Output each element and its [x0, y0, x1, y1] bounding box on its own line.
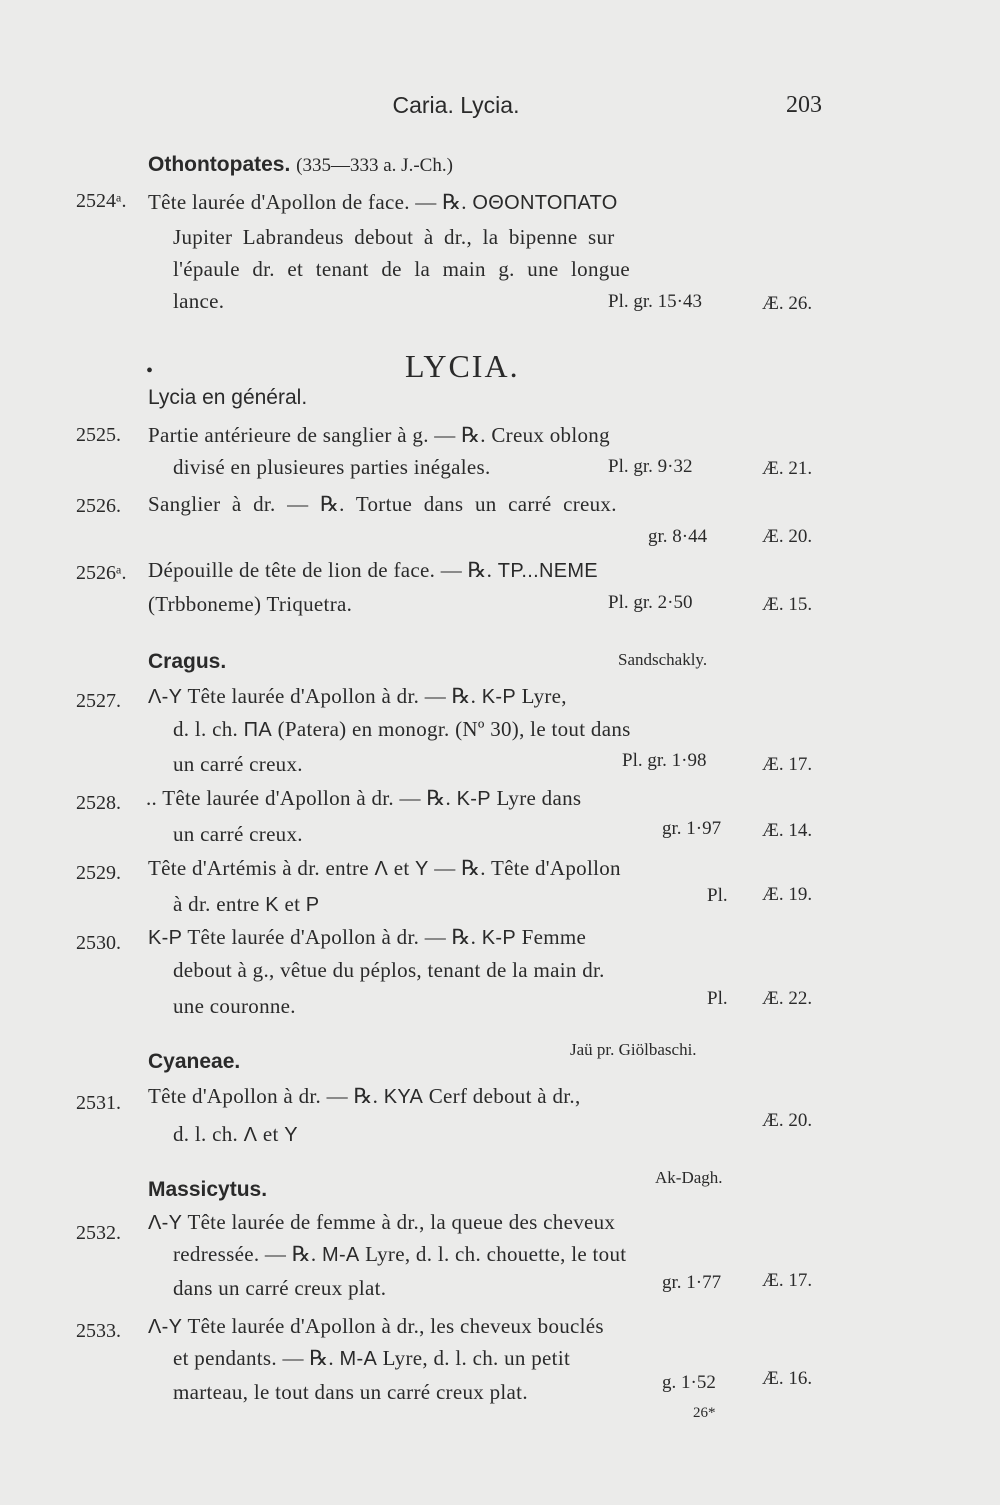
greek-legend: Λ	[243, 1124, 258, 1146]
section-heading-lycia-general: Lycia en général.	[148, 386, 308, 409]
entry-line: Sanglier à dr. — ℞. Tortue dans un carré creux.	[148, 492, 617, 516]
metal-size: Æ. 20.	[762, 1110, 813, 1131]
entry-line: à dr. entre K et P	[173, 892, 320, 916]
weight-value: gr. 1·77	[662, 1272, 722, 1293]
entry-line: divisé en plusieures parties inégales.	[173, 455, 491, 479]
weight-value: Pl. gr. 1·98	[622, 750, 707, 771]
entry-number: 2527.	[76, 690, 121, 712]
greek-legend: K-P	[481, 927, 517, 949]
entry-line: lance.	[173, 289, 225, 313]
greek-legend: K-P	[148, 927, 183, 949]
metal-size: Æ. 19.	[762, 884, 813, 905]
entry-line: debout à g., vêtue du péplos, tenant de la main dr.	[173, 958, 605, 982]
section-heading-othontopates	[148, 153, 453, 177]
othontopates-title: Othontopates.	[148, 153, 291, 176]
findspot-place: Jaü pr. Giölbaschi.	[570, 1040, 697, 1059]
section-heading-massicytus: Massicytus.	[148, 1178, 268, 1201]
metal-size: Æ. 16.	[762, 1368, 813, 1389]
entry-line: Tête d'Apollon à dr. — ℞. KYA Cerf debout à dr.,	[148, 1084, 581, 1108]
weight-value: Pl.	[707, 988, 728, 1009]
greek-legend: K-P	[481, 686, 517, 708]
metal-size: Æ. 20.	[762, 526, 813, 547]
greek-legend: M-A	[339, 1348, 378, 1370]
entry-line: .. Tête laurée d'Apollon à dr. — ℞. K-P Lyre dans	[146, 786, 582, 810]
entry-number: 2524ᵃ.	[76, 190, 127, 212]
entry-line: Λ-Y Tête laurée d'Apollon à dr., les cheveux bouclés	[148, 1314, 604, 1338]
weight-value: gr. 1·97	[662, 818, 722, 839]
entry-number: 2531.	[76, 1092, 121, 1114]
greek-legend: K-P	[456, 788, 491, 810]
entry-line: dans un carré creux plat.	[173, 1276, 387, 1300]
entry-line: Partie antérieure de sanglier à g. — ℞. Creux oblong	[148, 423, 610, 447]
section-heading-cragus: Cragus.	[148, 650, 227, 673]
greek-legend: Λ-Y	[148, 1212, 183, 1234]
findspot-place: Ak-Dagh.	[655, 1168, 723, 1187]
entry-line: (Trbboneme) Triquetra.	[148, 592, 353, 616]
findspot-place: Sandschakly.	[618, 650, 708, 669]
othontopates-date: (335—333 a. J.-Ch.)	[296, 155, 453, 176]
entry-line: Jupiter Labrandeus debout à dr., la bipenne sur	[173, 225, 615, 249]
weight-value: Pl.	[707, 885, 728, 906]
metal-size: Æ. 15.	[762, 594, 813, 615]
entry-line: d. l. ch. Λ et Y	[173, 1122, 298, 1146]
entry-line: d. l. ch. ΠA (Patera) en monogr. (Nº 30), le tout dans	[173, 717, 631, 741]
entry-line: un carré creux.	[173, 752, 303, 776]
greek-legend: M-A	[322, 1244, 360, 1266]
entry-line: et pendants. — ℞. M-A Lyre, d. l. ch. un petit	[173, 1346, 571, 1370]
entry-number: 2532.	[76, 1222, 121, 1244]
entry-number: 2530.	[76, 932, 121, 954]
greek-legend: Y	[415, 858, 429, 880]
greek-legend: ΠA	[243, 719, 273, 741]
weight-value: Pl. gr. 15·43	[608, 291, 702, 312]
weight-value: Pl. gr. 2·50	[608, 592, 693, 613]
greek-legend: Λ-Y	[148, 1316, 183, 1338]
entry-line: Dépouille de tête de lion de face. — ℞. TP...NEME	[148, 558, 598, 582]
entry-number: 2533.	[76, 1320, 121, 1342]
greek-legend: Y	[284, 1124, 298, 1146]
greek-legend: P	[305, 894, 320, 916]
page-number: 203	[786, 92, 822, 118]
metal-size: Æ. 21.	[762, 458, 813, 479]
entry-number: 2526ᵃ.	[76, 562, 127, 584]
entry-number: 2529.	[76, 862, 121, 884]
metal-size: Æ. 26.	[762, 293, 813, 314]
greek-legend: K	[265, 894, 279, 916]
metal-size: Æ. 22.	[762, 988, 813, 1009]
entry-number: 2526.	[76, 495, 121, 517]
greek-legend: Λ	[374, 858, 389, 880]
bullet-dot: •	[146, 360, 154, 382]
entry-line: redressée. — ℞. M-A Lyre, d. l. ch. chouette, le tout	[173, 1242, 627, 1266]
entry-number: 2528.	[76, 792, 121, 814]
metal-size: Æ. 17.	[762, 754, 813, 775]
signature-mark: 26*	[693, 1405, 716, 1421]
metal-size: Æ. 17.	[762, 1270, 813, 1291]
greek-legend: KYA	[383, 1086, 424, 1108]
running-title: Caria. Lycia.	[392, 92, 520, 118]
weight-value: g. 1·52	[662, 1372, 716, 1393]
greek-legend: Λ-Y	[148, 686, 183, 708]
entry-line: marteau, le tout dans un carré creux plat.	[173, 1380, 528, 1404]
entry-line: Λ-Y Tête laurée d'Apollon à dr. — ℞. K-P Lyre,	[148, 684, 567, 708]
entry-line: Tête d'Artémis à dr. entre Λ et Y — ℞. Tête d'Apollon	[148, 856, 621, 880]
section-heading-cyaneae: Cyaneae.	[148, 1050, 241, 1073]
entry-line: une couronne.	[173, 994, 296, 1018]
entry-line: l'épaule dr. et tenant de la main g. une longue	[173, 257, 631, 281]
entry-line: Λ-Y Tête laurée de femme à dr., la queue des cheveux	[148, 1210, 616, 1234]
weight-value: Pl. gr. 9·32	[608, 456, 693, 477]
entry-line: Tête laurée d'Apollon de face. — ℞. ΟΘΟΝΤΟΠΑΤΟ	[148, 190, 618, 214]
greek-legend: ΟΘΟΝΤΟΠΑΤΟ	[472, 192, 618, 214]
region-title: LYCIA.	[405, 348, 520, 384]
weight-value: gr. 8·44	[648, 526, 708, 547]
entry-number: 2525.	[76, 424, 121, 446]
entry-line: K-P Tête laurée d'Apollon à dr. — ℞. K-P Femme	[148, 925, 587, 949]
metal-size: Æ. 14.	[762, 820, 813, 841]
greek-legend: TP...NEME	[497, 560, 598, 582]
entry-line: un carré creux.	[173, 822, 303, 846]
